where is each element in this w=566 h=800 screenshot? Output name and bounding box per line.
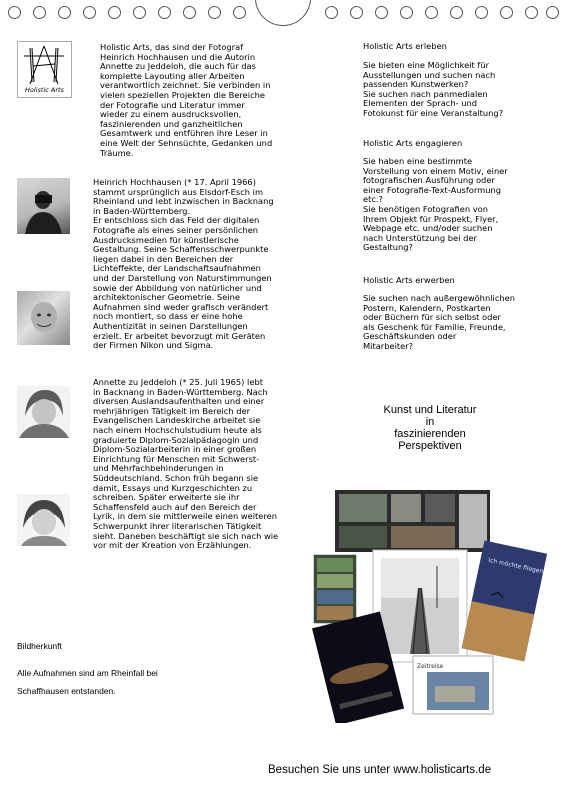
binding-hole: [450, 6, 463, 19]
binding-hole: [525, 6, 538, 19]
binding-hole: [58, 6, 71, 19]
binding-hole: [500, 6, 513, 19]
binding-hole: [183, 6, 196, 19]
binding-hole: [8, 6, 21, 19]
postcard-stack: [313, 554, 357, 624]
photo-calendar: [335, 490, 490, 552]
erleben-heading: Holistic Arts erleben: [363, 41, 447, 51]
book1-title: Ich möchte fliegen: [487, 556, 544, 576]
binding-hole: [233, 6, 246, 19]
annette-portrait-photo: [17, 386, 70, 438]
binding-hole: [375, 6, 388, 19]
tagline: Kunst und Literatur in faszinierenden Perspektiven: [383, 404, 477, 452]
intro-text: Holistic Arts, das sind der Fotograf Heinrich Hochhausen und die Autorin Annette zu Jeddeloh, die auch für das komplette Layouting aller Arbeiten verantwortlich zeichnet. Sie verbinden in vielen speziellen Projekten die Bereiche der Fotografie und Literatur immer wieder zu einem ausdrucksvollen, faszinierenden und ganzheitlichen Gesamtwerk und entführen ihre Leser in eine Welt der Sehnsüchte, Gedanken und Träume.: [100, 42, 273, 158]
heinrich-secondary-photo: [17, 291, 70, 345]
portrait-figure: [17, 494, 70, 546]
book2-title: Zeitreise: [417, 663, 444, 670]
engagieren-heading: Holistic Arts engagieren: [363, 138, 463, 148]
binding-hole: [208, 6, 221, 19]
binding-hole: [475, 6, 488, 19]
heinrich-bio: Heinrich Hochhausen (* 17. April 1966) stammt ursprünglich aus Elsdorf-Esch im Rheinland und lebt inzwischen in Backnang in Baden-Württemberg. Er entschloss sich das Feld der digitalen Fotografie als eines seiner persönlichen Ausdrucksmedien für künstlerische Gestaltung. Seine Schaffensschwerpunkte liegen dabei in den Bereichen der Lichteffekte, der Landschaftsaufnahmen und der Darstellung von Naturstimmungen sowie der Abbildung von natürlicher und architektonischer Geometrie. Seine Aufnahmen sind weder grafisch verändert noch montiert, so dass er eine hohe Authentizität in seinen Darstellungen erzielt. Er arbeitet bevorzugt mit Geräten der Firmen Nikon und Sigma.: [93, 177, 274, 351]
binding-hole: [158, 6, 171, 19]
face-closeup: [17, 291, 70, 345]
binding-hole: [108, 6, 121, 19]
binding-hole: [546, 6, 559, 19]
photographer-silhouette: [17, 178, 70, 234]
binding-hole: [350, 6, 363, 19]
portrait-figure: [17, 386, 70, 438]
binding-hole: [325, 6, 338, 19]
erwerben-heading: Holistic Arts erwerben: [363, 275, 455, 285]
credits-line-2: Schaffhausen entstanden.: [17, 686, 116, 696]
annette-secondary-photo: [17, 494, 70, 546]
erwerben-text: Sie suchen nach außergewöhnlichen Postern, Kalendern, Postkarten oder Büchern für sich selbst oder als Geschenk für Familie, Freunde, Geschäftskunden oder Mitarbeiter?: [363, 293, 515, 351]
product-collage: [305, 488, 550, 723]
holistic-arts-logo: [17, 41, 72, 98]
binding-hole: [425, 6, 438, 19]
binding-hole: [133, 6, 146, 19]
book-ich-moechte-fliegen: [462, 540, 547, 661]
credits-line: Alle Aufnahmen sind am Rheinfall bei: [17, 668, 158, 678]
logo-wordmark: Holistic Arts: [25, 86, 64, 94]
annette-bio: Annette zu Jeddeloh (* 25. Juli 1965) lebt in Backnang in Baden-Württemberg. Nach diversen Auslandsaufenthalten und einer mehrjährigen Tätigkeit im Bereich der Evangelischen Landeskirche arbeitet sie nach einem Hochschulstudium heute als graduierte Diplom-Sozialpädagogin und Diplom-Sozialarbeiterin in einer großen Einrichtung für Menschen mit Schwerst- und Mehrfachbehinderungen in Süddeutschland. Schon früh begann sie damit, Essays und Kurzgeschichten zu schreiben. Später erweiterte sie ihr Schaffensfeld auch auf den Bereich der Lyrik, in dem sie mittlerweile einen weiteren Schwerpunkt ihrer literarischen Tätigkeit sieht. Daneben beschäftigt sie sich nach wie vor mit der Kreation von Erzählungen.: [93, 377, 279, 551]
credits-heading: Bildherkunft: [17, 641, 62, 651]
footer-website: Besuchen Sie uns unter www.holisticarts.de: [268, 764, 492, 776]
binding-hole: [83, 6, 96, 19]
engagieren-text: Sie haben eine bestimmte Vorstellung von einem Motiv, einer fotografischen Ausführung oder einer Fotografie-Text-Ausformung etc.? Sie benötigen Fotografien von Ihrem Objekt für Prospekt, Flyer, Webpage etc. und/oder suchen nach Unterstützung bei der Gestaltung?: [363, 156, 508, 253]
binding-hole: [400, 6, 413, 19]
heinrich-portrait-photo: [17, 178, 70, 234]
binding-hole: [33, 6, 46, 19]
erleben-text: Sie bieten eine Möglichkeit für Ausstellungen und suchen nach passenden Kunstwerken? Sie suchen nach panmedialen Elementen der Sprach- und Fotokunst für eine Veranstaltung?: [363, 60, 504, 118]
booklet-zeitreise: [413, 656, 493, 714]
